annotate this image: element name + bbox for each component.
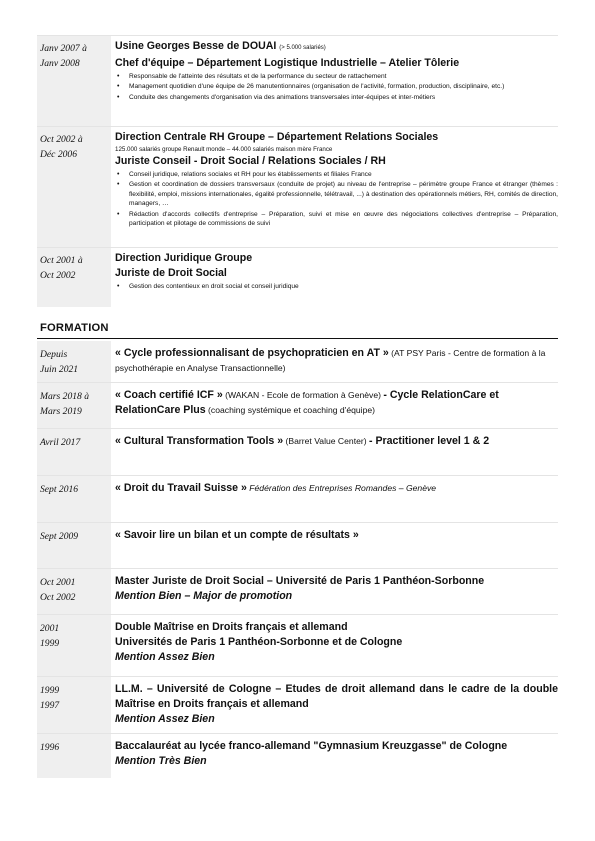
degree-title: LL.M. – Université de Cologne – Etudes de droit allemand dans le cadre de la double Maîtrise en Droits français et allemand xyxy=(115,683,558,710)
company-note: 125.000 salariés groupe Renault monde – 44.000 salariés maison mère France xyxy=(115,146,333,153)
formation-row xyxy=(37,615,558,677)
formation-title-2: - Cycle RelationCare et RelationCare Plus xyxy=(115,389,499,416)
date-from: Oct 2001 à xyxy=(40,255,83,266)
formation-dates xyxy=(37,615,111,676)
formation-content xyxy=(111,383,558,428)
formation-dates xyxy=(37,476,111,522)
bullet-list xyxy=(115,170,558,228)
date-line: 1996 xyxy=(40,742,60,753)
formation-title: « Cycle professionnalisant de psychopraticien en AT » xyxy=(115,347,389,359)
date-to: Déc 2006 xyxy=(40,149,78,160)
company-name: Direction Juridique Groupe xyxy=(115,252,253,264)
formation-dates xyxy=(37,523,111,568)
formation-title: « Coach certifié ICF » xyxy=(115,389,223,401)
formation-row xyxy=(37,677,558,734)
date-line: Mars 2018 à xyxy=(40,391,90,402)
formation-table xyxy=(37,341,558,778)
degree-title: Baccalauréat au lycée franco-allemand "Gymnasium Kreuzgasse" de Cologne xyxy=(115,740,508,752)
formation-row xyxy=(37,429,558,476)
experience-content xyxy=(111,127,558,247)
date-to: Janv 2008 xyxy=(40,58,80,69)
formation-row xyxy=(37,476,558,523)
bullet-item: • Conduite des changements d'organisation via des animations transversales inter-équipes et inter-métiers xyxy=(115,93,558,102)
bullet-list xyxy=(115,72,558,102)
date-line: Juin 2021 xyxy=(40,364,79,375)
date-line: 2001 xyxy=(40,623,60,634)
formation-dates xyxy=(37,341,111,382)
degree-mention: Mention Très Bien xyxy=(115,755,207,767)
company-note: (> 5.000 salariés) xyxy=(279,45,326,51)
degree-mention: Mention Bien – Major de promotion xyxy=(115,590,293,602)
section-divider xyxy=(37,338,558,339)
formation-content xyxy=(111,429,558,475)
date-line: Mars 2019 xyxy=(40,406,82,417)
job-role: Chef d'équipe – Département Logistique Industrielle – Atelier Tôlerie xyxy=(115,57,460,69)
bullet-item: • Conseil juridique, relations sociales et RH pour les établissements et filiales France xyxy=(115,170,558,179)
formation-content xyxy=(111,615,558,676)
formation-title: « Savoir lire un bilan et un compte de résultats » xyxy=(115,529,359,541)
bullet-item: • Gestion des contentieux en droit social et conseil juridique xyxy=(115,282,558,291)
formation-content xyxy=(111,677,558,733)
experience-dates xyxy=(37,248,111,307)
date-line: Sept 2016 xyxy=(40,484,79,495)
experience-dates xyxy=(37,127,111,247)
formation-detail: (Barret Value Center) xyxy=(283,436,369,446)
formation-row xyxy=(37,383,558,429)
experience-row xyxy=(37,247,558,307)
section-title: FORMATION xyxy=(40,322,109,334)
degree-institution: Universités de Paris 1 Panthéon-Sorbonne et de Cologne xyxy=(115,636,403,648)
formation-dates xyxy=(37,429,111,475)
formation-title: « Droit du Travail Suisse » xyxy=(115,482,247,494)
formation-detail: Fédération des Entreprises Romandes – Genève xyxy=(246,483,437,493)
date-line: 1997 xyxy=(40,700,60,711)
formation-row xyxy=(37,734,558,778)
formation-row xyxy=(37,523,558,569)
formation-detail: (AT PSY Paris - Centre de formation à la psychothérapie en Analyse Transactionnelle) xyxy=(115,348,546,373)
bullet-item: • Rédaction d'accords collectifs d'entreprise – Préparation, suivi et mise en œuvre des négociations collectives d'entreprise – Préparation, participation et pilotage de commissions de suivi xyxy=(115,210,558,229)
date-from: Janv 2007 à xyxy=(40,43,87,54)
formation-dates xyxy=(37,677,111,733)
formation-content xyxy=(111,476,558,522)
experience-content xyxy=(111,36,558,126)
formation-dates xyxy=(37,569,111,614)
company-label: Usine Georges Besse de DOUAI xyxy=(115,40,277,52)
formation-content xyxy=(111,341,558,382)
date-to: Oct 2002 xyxy=(40,270,76,281)
experience-row xyxy=(37,35,558,126)
bullet-list xyxy=(115,282,558,291)
formation-dates xyxy=(37,734,111,778)
experience-content xyxy=(111,248,558,307)
company-name xyxy=(115,39,558,56)
date-line: Depuis xyxy=(40,349,68,360)
formation-content xyxy=(111,523,558,568)
degree-title: Master Juriste de Droit Social – Université de Paris 1 Panthéon-Sorbonne xyxy=(115,575,485,587)
formation-detail-2: (coaching systémique et coaching d'équipe) xyxy=(205,405,375,415)
date-line: Oct 2002 xyxy=(40,592,76,603)
formation-row xyxy=(37,341,558,383)
bullet-item: • Management quotidien d'une équipe de 26 manutentionnaires (organisation de l'activité, formation, production, disciplinaire, etc.) xyxy=(115,82,558,91)
formation-dates xyxy=(37,383,111,428)
formation-content xyxy=(111,569,558,614)
formation-title: « Cultural Transformation Tools » xyxy=(115,435,284,447)
experience-table xyxy=(37,35,558,307)
company-name: Direction Centrale RH Groupe – Département Relations Sociales xyxy=(115,131,439,143)
date-from: Oct 2002 à xyxy=(40,134,83,145)
formation-title-2: - Practitioner level 1 & 2 xyxy=(368,435,490,447)
degree-title: Double Maîtrise en Droits français et allemand xyxy=(115,621,348,633)
degree-mention: Mention Assez Bien xyxy=(115,713,215,725)
date-line: 1999 xyxy=(40,638,60,649)
formation-content xyxy=(111,734,558,778)
bullet-item: • Responsable de l'atteinte des résultats et de la performance du secteur de rattachement xyxy=(115,72,558,81)
degree-mention: Mention Assez Bien xyxy=(115,651,215,663)
formation-row xyxy=(37,569,558,615)
experience-dates xyxy=(37,36,111,126)
bullet-item: • Gestion et coordination de dossiers transversaux (conduite de projet) au niveau de l'entreprise – périmètre groupe France et étranger (thèmes : flexibilité, emploi, missions internationales, égalité professionnelle, télétravail, ...) à destination des opérationnels métiers, RH, comités de direction, managers, … xyxy=(115,180,558,208)
date-line: Sept 2009 xyxy=(40,531,79,542)
job-role: Juriste de Droit Social xyxy=(115,267,227,279)
job-role: Juriste Conseil - Droit Social / Relations Sociales / RH xyxy=(115,155,386,167)
date-line: 1999 xyxy=(40,685,60,696)
date-line: Oct 2001 xyxy=(40,577,76,588)
experience-row xyxy=(37,126,558,247)
date-line: Avril 2017 xyxy=(40,437,81,448)
formation-detail: (WAKAN - Ecole de formation à Genève) xyxy=(222,390,384,400)
